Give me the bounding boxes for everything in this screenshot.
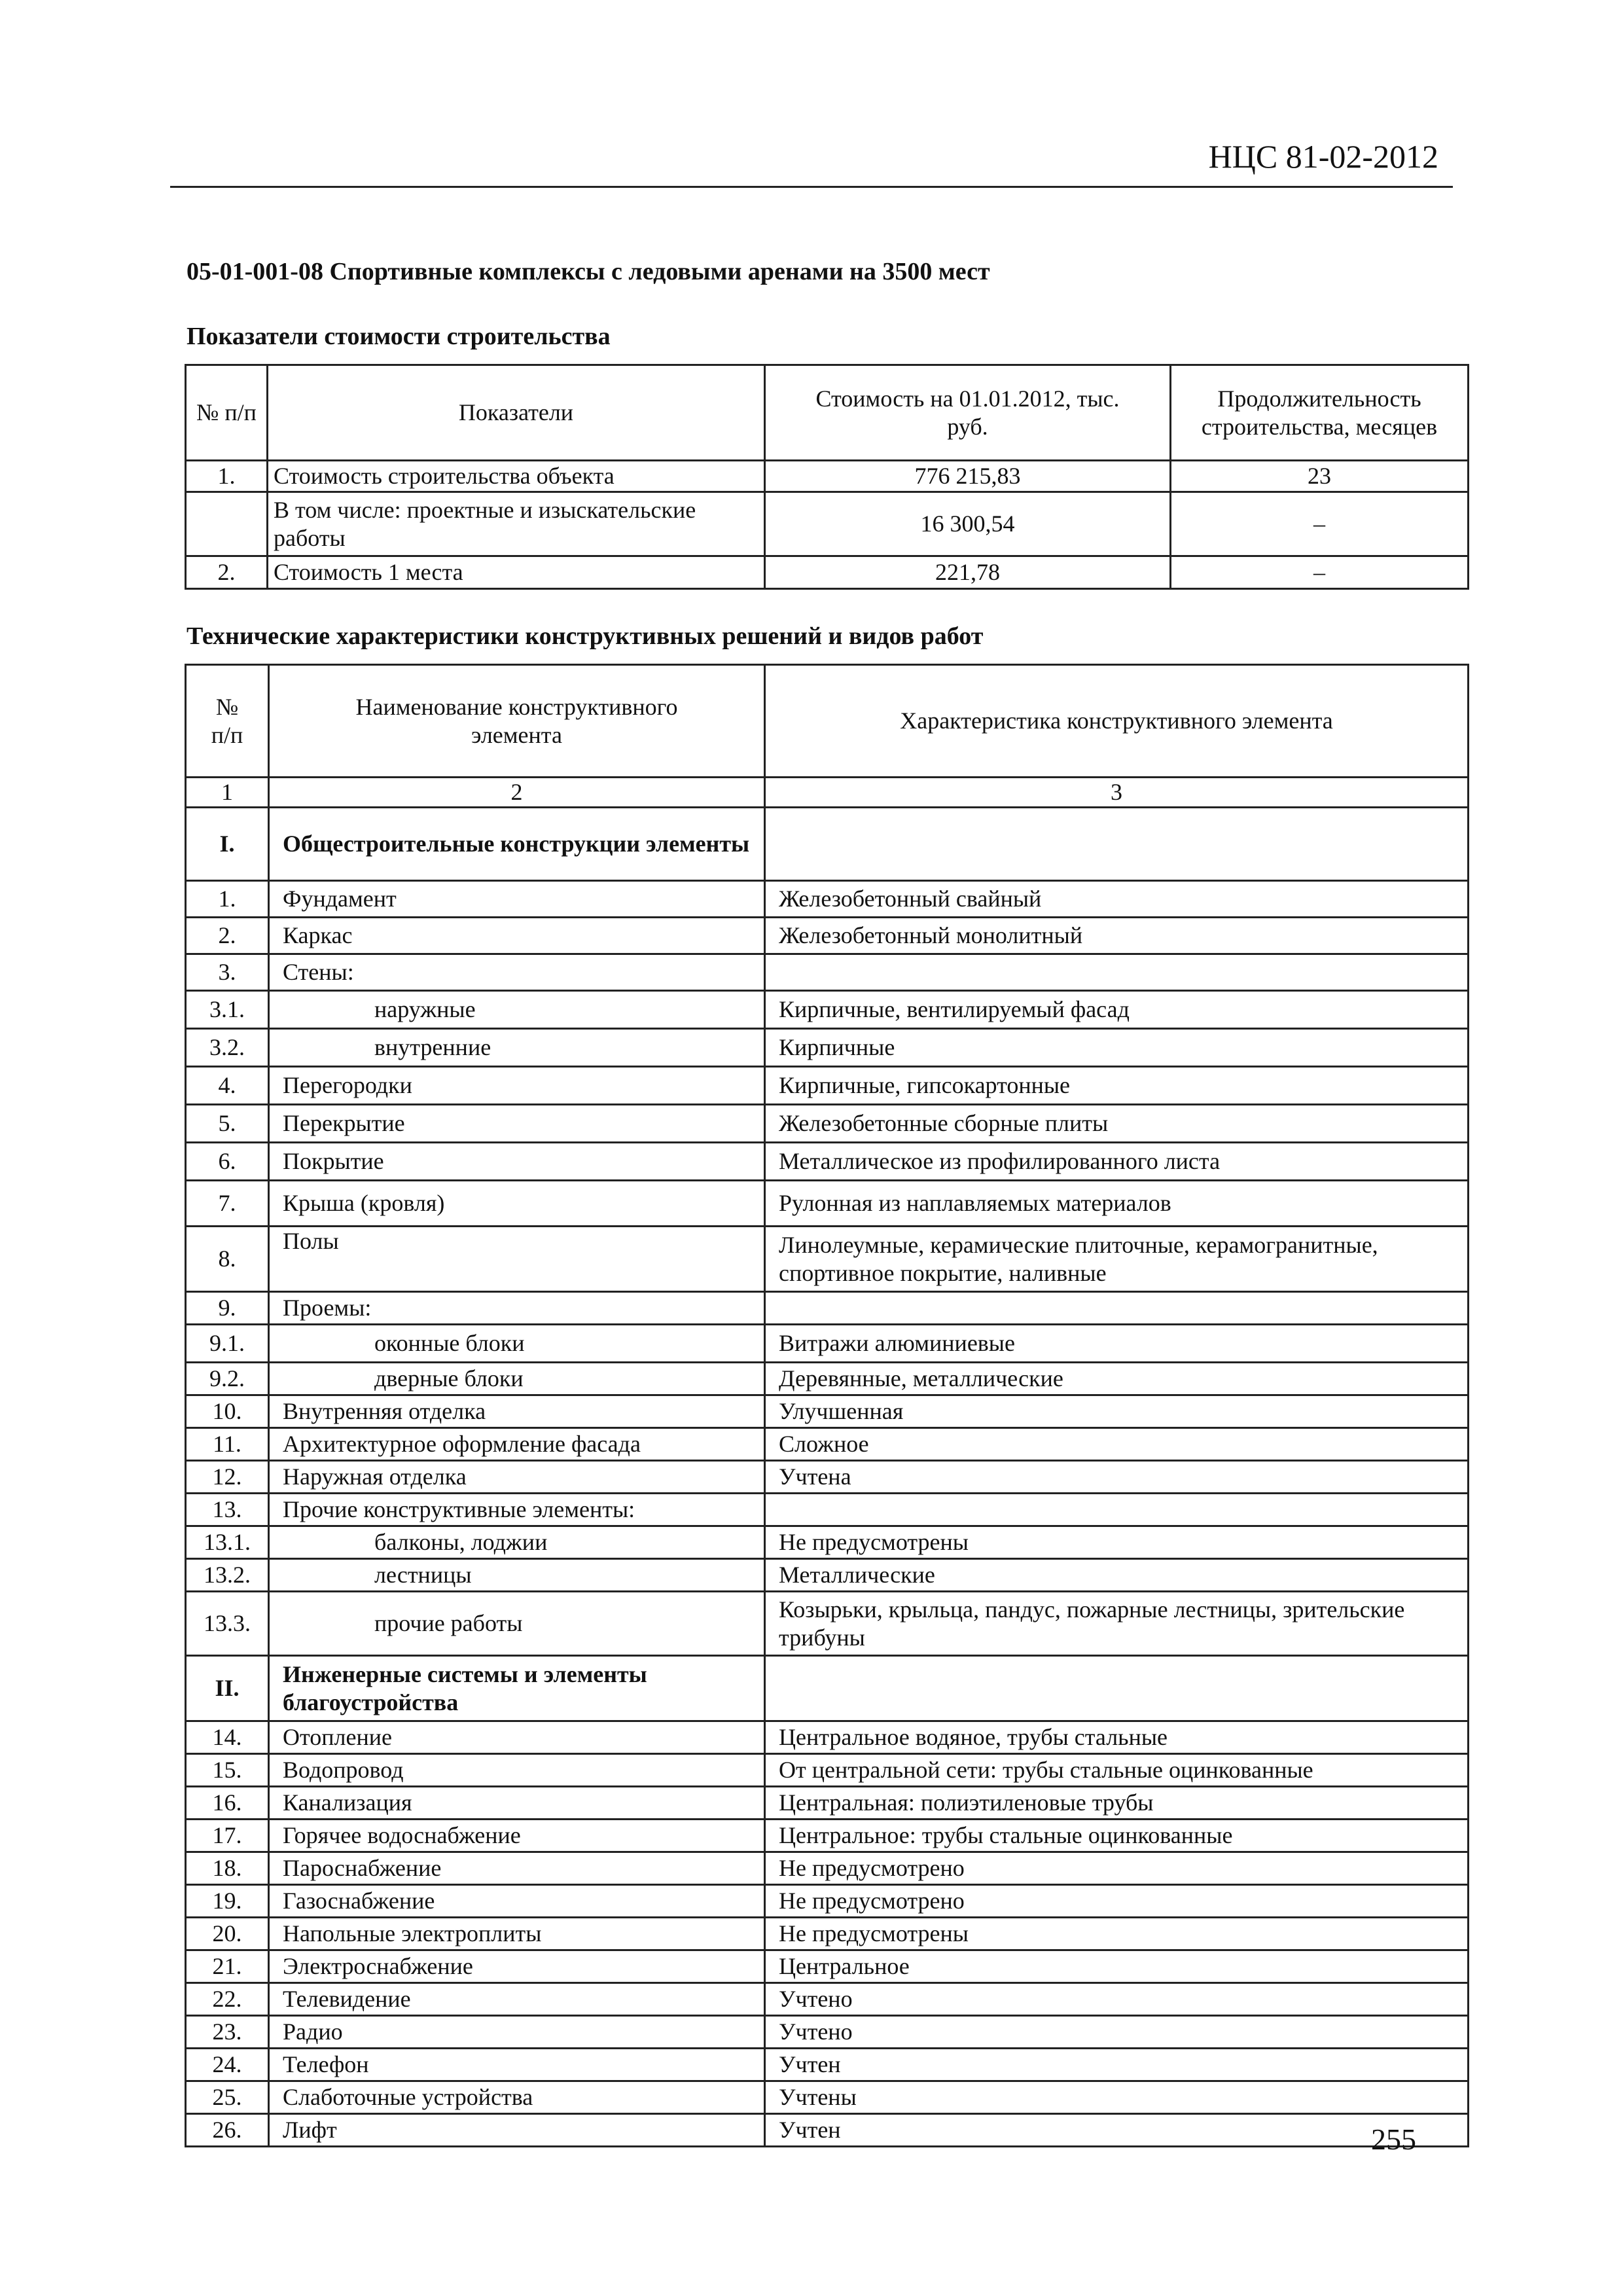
row-num: 3. <box>186 954 269 991</box>
row-name: Фундамент <box>269 881 765 918</box>
row-num: 26. <box>186 2114 269 2147</box>
row-name: Отопление <box>269 1721 765 1754</box>
table-row <box>186 1950 1469 1983</box>
row-name: Крыша (кровля) <box>269 1181 765 1227</box>
table-row <box>186 1181 1469 1227</box>
row-desc: Железобетонный свайный <box>765 881 1469 918</box>
row-desc: Центральное: трубы стальные оцинкованные <box>765 1820 1469 1852</box>
page-number: 255 <box>1371 2123 1416 2156</box>
row-name: Газоснабжение <box>269 1885 765 1918</box>
table-row <box>186 1143 1469 1181</box>
row-desc: Сложное <box>765 1428 1469 1461</box>
table-row <box>186 1754 1469 1787</box>
table-row <box>186 1918 1469 1950</box>
row-name: Водопровод <box>269 1754 765 1787</box>
row-name: Радио <box>269 2016 765 2049</box>
row-cost: 16 300,54 <box>765 492 1171 556</box>
tech-table <box>185 664 1469 2147</box>
table-row <box>186 2049 1469 2081</box>
row-name: дверные блоки <box>269 1363 765 1395</box>
row-num: 7. <box>186 1181 269 1227</box>
row-num: 24. <box>186 2049 269 2081</box>
table-row <box>186 1395 1469 1428</box>
row-num: 2. <box>186 918 269 954</box>
row-num: 19. <box>186 1885 269 1918</box>
row-num: 15. <box>186 1754 269 1787</box>
row-num: 5. <box>186 1105 269 1143</box>
table-row <box>186 1067 1469 1105</box>
row-desc: Центральная: полиэтиленовые трубы <box>765 1787 1469 1820</box>
table-row <box>186 1852 1469 1885</box>
table-row <box>186 991 1469 1029</box>
row-desc <box>765 954 1469 991</box>
row-desc: Металлические <box>765 1559 1469 1592</box>
row-num: 17. <box>186 1820 269 1852</box>
row-num: 10. <box>186 1395 269 1428</box>
doc-code: НЦС 81-02-2012 <box>1208 138 1438 175</box>
row-num: 21. <box>186 1950 269 1983</box>
table-row <box>186 2081 1469 2114</box>
table-row <box>186 1494 1469 1526</box>
section-name: Общестроительные конструкции элементы <box>269 808 765 881</box>
row-name: Полы <box>269 1227 765 1292</box>
row-desc: От центральной сети: трубы стальные оцинкованные <box>765 1754 1469 1787</box>
table-row <box>186 1363 1469 1395</box>
table-row <box>186 1721 1469 1754</box>
row-desc: Линолеумные, керамические плиточные, керамогранитные, спортивное покрытие, наливные <box>765 1227 1469 1292</box>
row-duration: 23 <box>1171 461 1469 492</box>
table-row <box>186 1029 1469 1067</box>
row-num: 9.2. <box>186 1363 269 1395</box>
row-num: 11. <box>186 1428 269 1461</box>
row-duration: – <box>1171 556 1469 589</box>
row-num: 8. <box>186 1227 269 1292</box>
row-name: балконы, лоджии <box>269 1526 765 1559</box>
row-num: 1. <box>186 461 268 492</box>
col-header-cost: Стоимость на 01.01.2012, тыс. руб. <box>765 365 1171 461</box>
section-num: I. <box>186 808 269 881</box>
table-row <box>186 1428 1469 1461</box>
row-name: Наружная отделка <box>269 1461 765 1494</box>
row-desc: Центральное водяное, трубы стальные <box>765 1721 1469 1754</box>
row-name: прочие работы <box>269 1592 765 1656</box>
row-desc: Центральное <box>765 1950 1469 1983</box>
row-name: Телефон <box>269 2049 765 2081</box>
row-name: Проемы: <box>269 1292 765 1325</box>
row-name: оконные блоки <box>269 1325 765 1363</box>
table-row <box>186 556 1469 589</box>
col-header-indicator: Показатели <box>268 365 765 461</box>
row-num: 16. <box>186 1787 269 1820</box>
row-name: Перекрытие <box>269 1105 765 1143</box>
table-row <box>186 1592 1469 1656</box>
row-name: Телевидение <box>269 1983 765 2016</box>
row-name: Электроснабжение <box>269 1950 765 1983</box>
row-cost: 776 215,83 <box>765 461 1171 492</box>
section-num: II. <box>186 1656 269 1721</box>
tech-section-heading: Технические характеристики конструктивных решений и видов работ <box>187 622 984 650</box>
table-row <box>186 1820 1469 1852</box>
col-header-duration: Продолжительность строительства, месяцев <box>1171 365 1469 461</box>
row-desc: Железобетонный монолитный <box>765 918 1469 954</box>
section-name: Инженерные системы и элементы благоустройства <box>269 1656 765 1721</box>
table-row <box>186 1559 1469 1592</box>
row-name: Перегородки <box>269 1067 765 1105</box>
table-row <box>186 881 1469 918</box>
cost-table <box>185 364 1469 590</box>
table-row <box>186 461 1469 492</box>
row-name: наружные <box>269 991 765 1029</box>
row-desc: Учтен <box>765 2049 1469 2081</box>
cost-section-heading: Показатели стоимости строительства <box>187 323 611 350</box>
table-row <box>186 1227 1469 1292</box>
row-desc: Не предусмотрено <box>765 1852 1469 1885</box>
row-num: 13.1. <box>186 1526 269 1559</box>
table-row <box>186 2016 1469 2049</box>
row-num <box>186 492 268 556</box>
row-name: Напольные электроплиты <box>269 1918 765 1950</box>
row-num: 25. <box>186 2081 269 2114</box>
table-row <box>186 1292 1469 1325</box>
table-row <box>186 1325 1469 1363</box>
row-num: 4. <box>186 1067 269 1105</box>
table-row <box>186 1983 1469 2016</box>
row-num: 12. <box>186 1461 269 1494</box>
row-name: Стоимость 1 места <box>268 556 765 589</box>
row-num: 9.1. <box>186 1325 269 1363</box>
row-num: 23. <box>186 2016 269 2049</box>
row-num: 22. <box>186 1983 269 2016</box>
table-row <box>186 1105 1469 1143</box>
row-desc: Учтена <box>765 1461 1469 1494</box>
row-desc: Учтен <box>765 2114 1469 2147</box>
col-number: 3 <box>765 778 1469 808</box>
row-name: лестницы <box>269 1559 765 1592</box>
page-header <box>170 137 1453 188</box>
row-name: Архитектурное оформление фасада <box>269 1428 765 1461</box>
row-duration: – <box>1171 492 1469 556</box>
cost-table-header <box>186 365 1469 461</box>
row-name: Лифт <box>269 2114 765 2147</box>
row-name: Горячее водоснабжение <box>269 1820 765 1852</box>
row-num: 2. <box>186 556 268 589</box>
row-num: 18. <box>186 1852 269 1885</box>
col-header-num: № п/п <box>186 365 268 461</box>
section-row <box>186 1656 1469 1721</box>
column-numbers-row <box>186 778 1469 808</box>
col-header-num: № п/п <box>186 665 269 778</box>
row-desc: Кирпичные, гипсокартонные <box>765 1067 1469 1105</box>
section-row <box>186 808 1469 881</box>
row-desc: Железобетонные сборные плиты <box>765 1105 1469 1143</box>
row-desc: Витражи алюминиевые <box>765 1325 1469 1363</box>
row-name: Слаботочные устройства <box>269 2081 765 2114</box>
table-row <box>186 2114 1469 2147</box>
row-desc: Не предусмотрены <box>765 1526 1469 1559</box>
row-desc: Учтено <box>765 1983 1469 2016</box>
row-desc: Не предусмотрены <box>765 1918 1469 1950</box>
row-num: 3.2. <box>186 1029 269 1067</box>
row-name: внутренние <box>269 1029 765 1067</box>
row-name: Канализация <box>269 1787 765 1820</box>
row-name: Стоимость строительства объекта <box>268 461 765 492</box>
row-cost: 221,78 <box>765 556 1171 589</box>
row-name: Каркас <box>269 918 765 954</box>
table-row <box>186 1885 1469 1918</box>
row-num: 9. <box>186 1292 269 1325</box>
row-desc <box>765 1292 1469 1325</box>
row-num: 20. <box>186 1918 269 1950</box>
row-desc: Учтено <box>765 2016 1469 2049</box>
row-name: Покрытие <box>269 1143 765 1181</box>
table-row <box>186 492 1469 556</box>
row-desc: Не предусмотрено <box>765 1885 1469 1918</box>
table-row <box>186 1526 1469 1559</box>
table-row <box>186 918 1469 954</box>
col-header-element: Наименование конструктивного элемента <box>269 665 765 778</box>
section-desc <box>765 1656 1469 1721</box>
row-num: 13.3. <box>186 1592 269 1656</box>
section-desc <box>765 808 1469 881</box>
row-num: 1. <box>186 881 269 918</box>
doc-title: 05-01-001-08 Спортивные комплексы с ледовыми аренами на 3500 мест <box>187 258 990 285</box>
row-desc: Козырьки, крыльца, пандус, пожарные лестницы, зрительские трибуны <box>765 1592 1469 1656</box>
row-name: Внутренняя отделка <box>269 1395 765 1428</box>
col-number: 2 <box>269 778 765 808</box>
table-row <box>186 1787 1469 1820</box>
row-desc: Кирпичные, вентилируемый фасад <box>765 991 1469 1029</box>
row-num: 13.2. <box>186 1559 269 1592</box>
row-name: Стены: <box>269 954 765 991</box>
row-num: 6. <box>186 1143 269 1181</box>
row-desc: Деревянные, металлические <box>765 1363 1469 1395</box>
table-row <box>186 954 1469 991</box>
row-num: 3.1. <box>186 991 269 1029</box>
row-num: 14. <box>186 1721 269 1754</box>
row-desc: Кирпичные <box>765 1029 1469 1067</box>
row-desc: Рулонная из наплавляемых материалов <box>765 1181 1469 1227</box>
row-desc: Металлическое из профилированного листа <box>765 1143 1469 1181</box>
row-name: В том числе: проектные и изыскательские работы <box>268 492 765 556</box>
col-header-characteristic: Характеристика конструктивного элемента <box>765 665 1469 778</box>
table-row <box>186 1461 1469 1494</box>
tech-table-header <box>186 665 1469 778</box>
row-name: Пароснабжение <box>269 1852 765 1885</box>
row-desc: Улучшенная <box>765 1395 1469 1428</box>
row-num: 13. <box>186 1494 269 1526</box>
row-name: Прочие конструктивные элементы: <box>269 1494 765 1526</box>
row-desc <box>765 1494 1469 1526</box>
col-number: 1 <box>186 778 269 808</box>
row-desc: Учтены <box>765 2081 1469 2114</box>
